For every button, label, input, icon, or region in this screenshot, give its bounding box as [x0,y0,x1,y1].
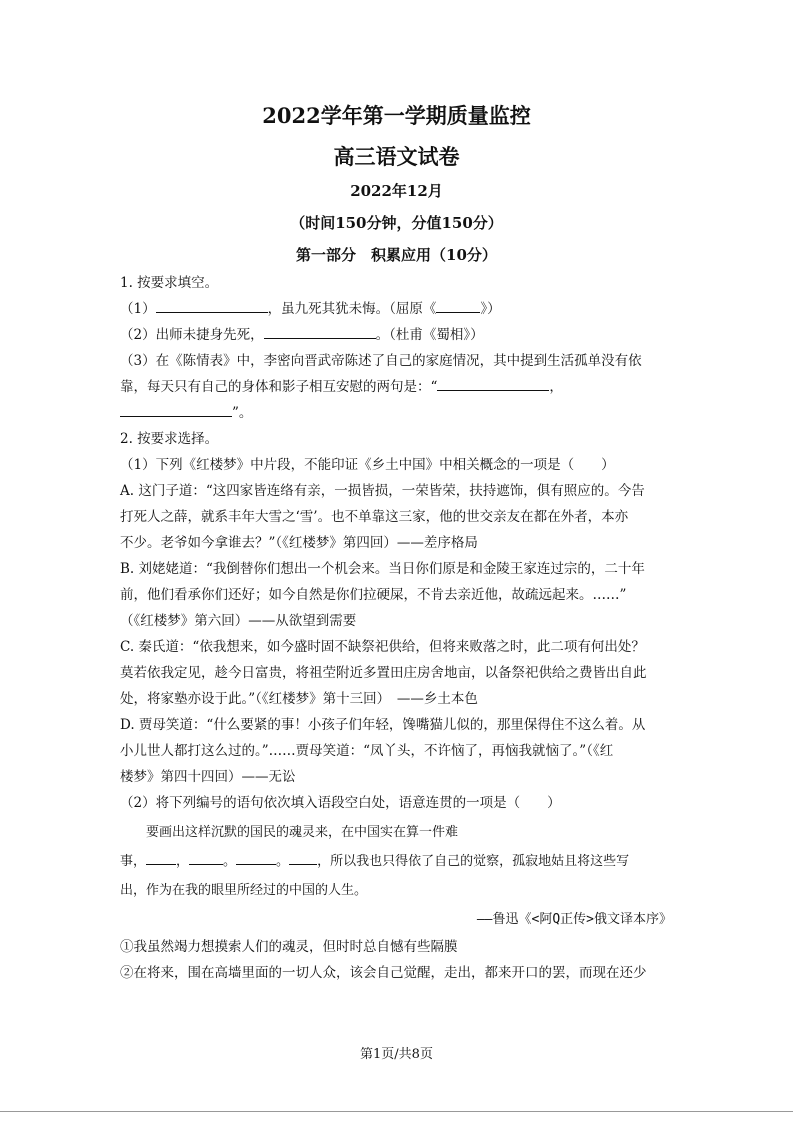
page-bottom-rule [0,1111,793,1112]
q1-part3-line1: （3）在《陈情表》中，李密向晋武帝陈述了自己的家庭情况，其中提到生活孤单没有依 [120,353,642,369]
q2-part1-stem: （1）下列《红楼梦》中片段，不能印证《乡土中国》中相关概念的一项是（ ） [120,457,615,473]
exam-info: （时间150分钟，分值150分） [290,214,503,232]
answer-blank[interactable] [289,848,317,865]
q1-part1-prefix: （1） [120,301,156,317]
answer-blank[interactable] [437,374,549,391]
option-b-line: （《红楼梦》第六回）——从欲望到需要 [120,613,357,629]
section-heading: 第一部分 积累应用（10分） [296,246,497,264]
passage-text: 事， [120,854,147,869]
q1-part3-end: ”。 [232,405,253,421]
answer-blank[interactable] [236,848,276,865]
option-a-line: 打死人之薛，就系丰年大雪之‘雪’。也不单靠这三家，他的世交亲友在都在外者，本亦 [120,509,629,525]
exam-subtitle: 高三语文试卷 [333,144,460,169]
answer-blank[interactable] [189,848,223,865]
passage-line: 出，作为在我的眼里所经过的中国的人生。 [120,883,368,898]
option-d-line: 小儿世人都打这么过的。”……贾母笑道：“凤丫头，不许恼了，再恼我就恼了。”（《红 [120,743,614,759]
reading-passage [120,818,672,934]
exam-title: 2022学年第一学期质量监控 [262,103,531,128]
option-c-line: 莫若依我定见，趁今日富贵，将祖茔附近多置田庄房舍地亩，以备祭祀供给之费皆出自此 [120,665,647,681]
passage-sep: 。 [276,854,290,869]
q1-part2-end: 。（杜甫《蜀相》） [375,327,484,343]
passage-line: 要画出这样沉默的国民的魂灵来，在中国实在算一件难 [146,825,459,840]
q1-part2 [120,322,672,348]
q1-part1-text: ，虽九死其犹未悔。（屈原《 [267,301,437,317]
choice-item-1: ①我虽然竭力想摸索人们的魂灵，但时时总自憾有些隔膜 [120,939,458,955]
option-c-line: C. 秦氏道：“依我想来，如今盛时固不缺祭祀供给，但将来败落之时，此二项有何出处？ [120,639,645,655]
passage-sep: 。 [223,854,237,869]
q1-part3-text: 靠，每天只有自己的身体和影子相互安慰的两句是：“ [120,379,438,395]
page-number: 第1页/共8页 [360,1047,433,1062]
q1-part3-line2 [120,374,672,400]
q1-part1 [120,296,672,322]
q1-part3-line3 [120,400,672,426]
passage-line [120,847,672,876]
option-d-line: 楼梦》第四十四回）——无讼 [120,769,296,785]
option-c-line: 处，将家塾亦设于此。”（《红楼梦》第十三回） ——乡土本色 [120,691,478,707]
choice-item-2: ②在将来，围在高墙里面的一切人众，该会自己觉醒，走出，都来开口的罢，而现在还少 [120,965,647,981]
passage-source: ——鲁迅《<阿Q正传>俄文译本序》 [476,912,672,927]
passage-text: ，所以我也只得依了自己的觉察，孤寂地姑且将这些写 [317,854,630,869]
q1-part2-text: （2）出师未捷身先死， [120,327,264,343]
answer-blank[interactable] [264,322,376,339]
question-body [120,270,672,986]
passage-sep: ， [176,854,190,869]
option-b-line: B. 刘姥姥道：“我倒替你们想出一个机会来。当日你们原是和金陵王家连过宗的，二十年 [120,561,645,577]
q1-part1-end: 》） [480,301,501,317]
option-d-line: D. 贾母笑道：“什么要紧的事！小孩子们年轻，馋嘴猫儿似的，那里保得住不这么着。从 [120,717,646,733]
answer-blank[interactable] [436,296,480,313]
q1-stem: 1. 按要求填空。 [120,275,219,291]
answer-blank[interactable] [120,400,232,417]
q1-part3-comma: ， [549,379,563,395]
option-b-line: 前，他们看承你们还好；如今自然是你们拉硬屎，不肯去亲近他，故疏远起来。……” [120,587,627,603]
q2-stem: 2. 按要求选择。 [120,431,219,447]
exam-date: 2022年12月 [350,182,443,200]
option-a-line: A. 这门子道：“这四家皆连络有亲，一损皆损，一荣皆荣，扶持遮饰，俱有照应的。今告 [120,483,645,499]
answer-blank[interactable] [146,848,176,865]
q2-part2-stem: （2）将下列编号的语句依次填入语段空白处，语意连贯的一项是（ ） [120,795,561,811]
answer-blank[interactable] [156,296,268,313]
option-a-line: 不少。老爷如今拿谁去？”（《红楼梦》第四回）——差序格局 [120,535,478,551]
